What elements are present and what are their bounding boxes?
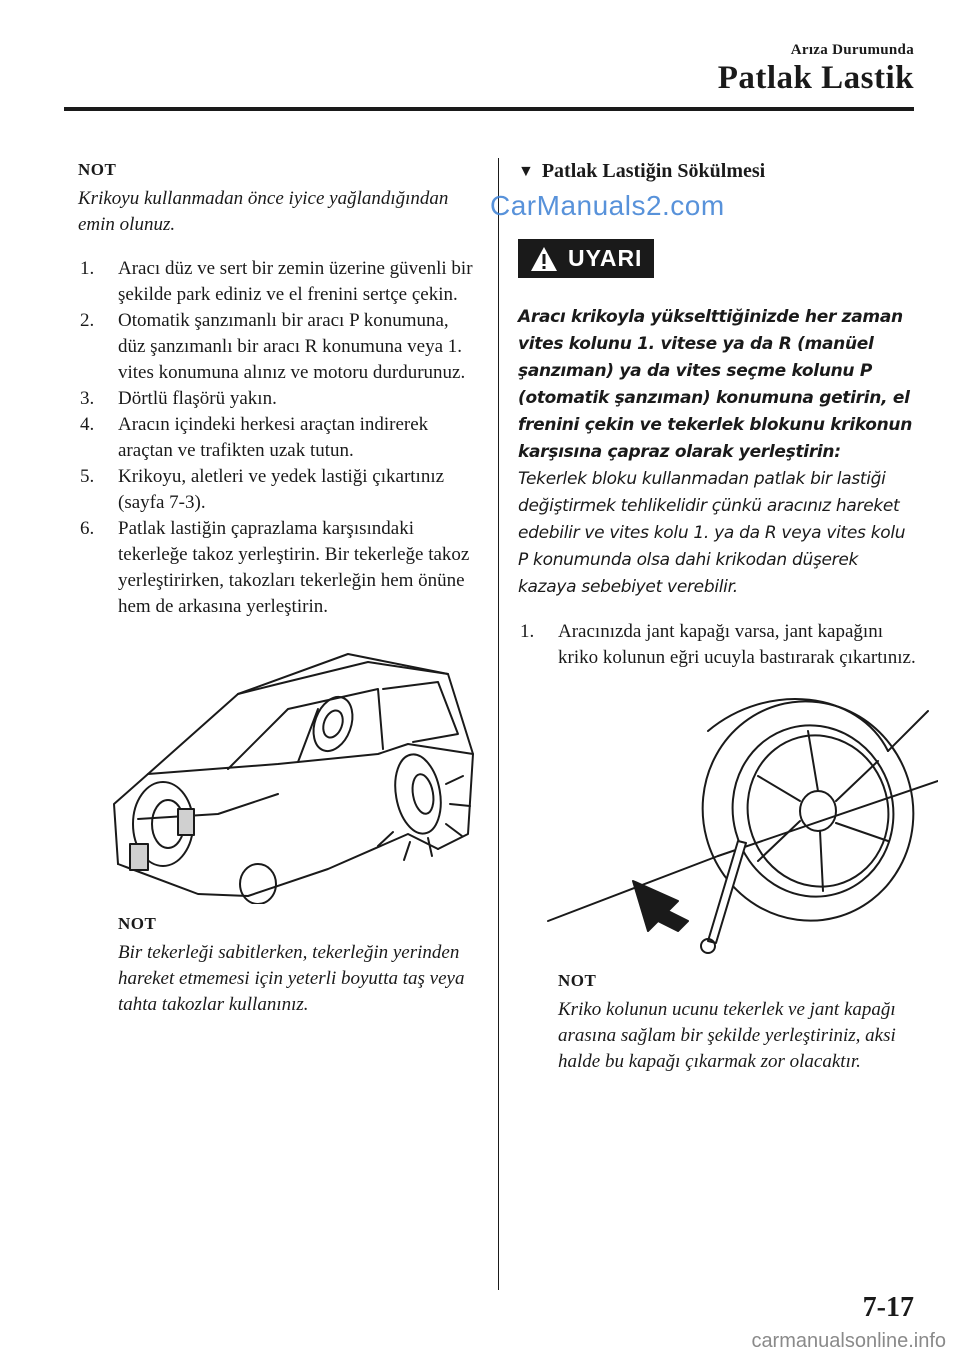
warning-badge (518, 239, 654, 278)
page-number: 7-17 (862, 1292, 914, 1323)
triangle-marker-icon: ▼ (518, 162, 534, 180)
note-label: NOT (78, 160, 117, 179)
step-number: 1. (80, 258, 95, 279)
header-rule (64, 107, 914, 111)
step-text: Krikoyu, aletleri ve yedek lastiği çıkartınız (sayfa 7-3). (118, 466, 445, 513)
hubcap-removal-illustration (518, 691, 918, 961)
step-number: 5. (80, 466, 95, 487)
left-column (78, 160, 478, 1018)
step-number: 2. (80, 310, 95, 331)
list-item (78, 256, 478, 308)
note-text: Krikoyu kullanmadan önce iyice yağlandığından emin olunuz. (78, 188, 449, 235)
note-label: NOT (118, 914, 157, 933)
page-title: Patlak Lastik (717, 60, 914, 96)
step-text: Patlak lastiğin çaprazlama karşısındaki tekerleğe takoz yerleştirin. Bir tekerleğe takoz yerleştirirken, takozları tekerleğin hem önüne hem de arkasına yerleştirin. (118, 518, 470, 617)
warning-label: UYARI (568, 245, 643, 271)
step-number: 3. (80, 388, 95, 409)
list-item (78, 412, 478, 464)
steps-list (78, 256, 478, 620)
list-item (518, 619, 918, 671)
step-text: Aracı düz ve sert bir zemin üzerine güvenli bir şekilde park ediniz ve el frenini sertçe çekin. (118, 258, 473, 305)
note-text: Bir tekerleği sabitlerken, tekerleğin yerinden hareket etmemesi için yeterli boyutta taş veya tahta takozlar kullanınız. (118, 942, 465, 1015)
steps-list (518, 619, 918, 671)
right-column (518, 160, 918, 1075)
note-label: NOT (558, 971, 597, 990)
step-number: 4. (80, 414, 95, 435)
footer-watermark: carmanualsonline.info (751, 1330, 946, 1352)
column-divider (498, 158, 499, 1290)
warning-body (518, 304, 918, 601)
step-text: Otomatik şanzımanlı bir aracı P konumuna, düz şanzımanlı bir aracı R konumuna veya 1. vites konumuna alınız ve motoru durdurunuz. (118, 310, 466, 383)
warning-text: Tekerlek bloku kullanmadan patlak bir lastiği değiştirmek tehlikelidir çünkü aracınız hareket edebilir ve vites kolu 1. ya da R veya vites kolu P konumunda olsa dahi krikodan düşerek kazaya sebebiyet verebilir. (518, 469, 906, 597)
step-text: Dörtlü flaşörü yakın. (118, 388, 277, 409)
list-item (78, 386, 478, 412)
step-number: 1. (520, 621, 535, 642)
car-wheel-block-illustration (78, 634, 478, 904)
list-item (78, 308, 478, 386)
step-text: Aracınızda jant kapağı varsa, jant kapağını kriko kolunun eğri ucuyla bastırarak çıkartınız. (558, 621, 916, 668)
warning-bold-text: Aracı krikoyla yükselttiğinizde her zaman vites kolunu 1. vitese ya da R (manüel şanzıman) ya da vites seçme kolunu P (otomatik şanzıman) konumuna getirin, el frenini çekin ve tekerlek blokunu krikonun karşısına çapraz olarak yerleştirin: (518, 307, 913, 462)
note-text: Kriko kolunun ucunu tekerlek ve jant kapağı arasına sağlam bir şekilde yerleştiriniz, aksi halde bu kapağı çıkarmak zor olacaktır. (558, 999, 896, 1072)
list-item (78, 464, 478, 516)
list-item (78, 516, 478, 620)
heading-text: Patlak Lastiğin Sökülmesi (541, 160, 766, 182)
step-number: 6. (80, 518, 95, 539)
section-title: Arıza Durumunda (790, 42, 914, 58)
watermark: CarManuals2.com (490, 190, 725, 221)
step-text: Aracın içindeki herkesi araçtan indirerek araçtan ve trafikten uzak tutun. (118, 414, 429, 461)
section-heading (518, 160, 918, 183)
warning-triangle-icon (530, 246, 558, 272)
